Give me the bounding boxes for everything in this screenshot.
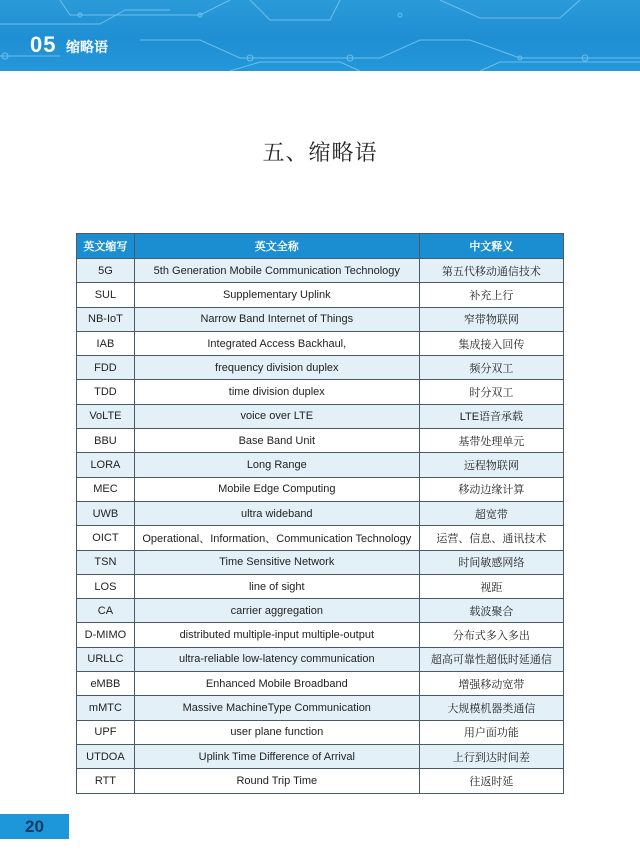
cell-abbreviation: BBU [77, 429, 135, 453]
cell-chinese: 大规模机器类通信 [419, 696, 563, 720]
table-body [77, 259, 564, 794]
cell-full-name: ultra wideband [134, 501, 419, 525]
cell-abbreviation: D-MIMO [77, 623, 135, 647]
cell-chinese: 窄带物联网 [419, 307, 563, 331]
cell-full-name: ultra-reliable low-latency communication [134, 647, 419, 671]
section-label: 缩略语 [66, 39, 108, 55]
cell-full-name: 5th Generation Mobile Communication Technology [134, 259, 419, 283]
table-row [77, 331, 564, 355]
table-row [77, 599, 564, 623]
table-header-row [77, 234, 564, 259]
cell-abbreviation: OICT [77, 526, 135, 550]
cell-abbreviation: URLLC [77, 647, 135, 671]
cell-abbreviation: IAB [77, 331, 135, 355]
cell-full-name: user plane function [134, 720, 419, 744]
cell-full-name: Mobile Edge Computing [134, 477, 419, 501]
table-row [77, 744, 564, 768]
cell-abbreviation: UPF [77, 720, 135, 744]
cell-chinese: 超高可靠性超低时延通信 [419, 647, 563, 671]
table-row [77, 501, 564, 525]
table-row [77, 356, 564, 380]
cell-abbreviation: CA [77, 599, 135, 623]
cell-abbreviation: TSN [77, 550, 135, 574]
cell-abbreviation: FDD [77, 356, 135, 380]
cell-abbreviation: 5G [77, 259, 135, 283]
cell-full-name: Supplementary Uplink [134, 283, 419, 307]
cell-chinese: 载波聚合 [419, 599, 563, 623]
table-row [77, 283, 564, 307]
cell-full-name: voice over LTE [134, 404, 419, 428]
cell-full-name: Operational、Information、Communication Technology [134, 526, 419, 550]
cell-abbreviation: UTDOA [77, 744, 135, 768]
table-row [77, 380, 564, 404]
column-header-chinese: 中文释义 [419, 234, 563, 259]
circuit-pattern-icon [0, 0, 640, 71]
cell-chinese: 运营、信息、通讯技术 [419, 526, 563, 550]
section-number: 05 [30, 32, 57, 57]
table-row [77, 259, 564, 283]
cell-chinese: 集成接入回传 [419, 331, 563, 355]
cell-abbreviation: TDD [77, 380, 135, 404]
cell-full-name: Uplink Time Difference of Arrival [134, 744, 419, 768]
table-row [77, 477, 564, 501]
table-row [77, 769, 564, 793]
cell-full-name: Massive MachineType Communication [134, 696, 419, 720]
table-row [77, 574, 564, 598]
table-row [77, 550, 564, 574]
cell-chinese: 频分双工 [419, 356, 563, 380]
cell-abbreviation: SUL [77, 283, 135, 307]
table-row [77, 429, 564, 453]
table-row [77, 623, 564, 647]
column-header-full-name: 英文全称 [134, 234, 419, 259]
cell-chinese: 移动边缘计算 [419, 477, 563, 501]
cell-full-name: Narrow Band Internet of Things [134, 307, 419, 331]
header-banner [0, 0, 640, 71]
cell-abbreviation: VoLTE [77, 404, 135, 428]
table-row [77, 647, 564, 671]
cell-full-name: Base Band Unit [134, 429, 419, 453]
page-title: 五、缩略语 [262, 140, 378, 165]
cell-chinese: 补充上行 [419, 283, 563, 307]
table-row [77, 720, 564, 744]
cell-chinese: 分布式多入多出 [419, 623, 563, 647]
cell-full-name: Round Trip Time [134, 769, 419, 793]
cell-chinese: 远程物联网 [419, 453, 563, 477]
cell-chinese: 超宽带 [419, 501, 563, 525]
cell-abbreviation: UWB [77, 501, 135, 525]
abbreviation-table [76, 233, 564, 794]
cell-abbreviation: LOS [77, 574, 135, 598]
table-row [77, 526, 564, 550]
cell-full-name: Enhanced Mobile Broadband [134, 672, 419, 696]
cell-abbreviation: eMBB [77, 672, 135, 696]
cell-abbreviation: LORA [77, 453, 135, 477]
table-row [77, 307, 564, 331]
cell-abbreviation: MEC [77, 477, 135, 501]
page-number: 20 [0, 814, 69, 839]
cell-abbreviation: RTT [77, 769, 135, 793]
cell-full-name: Integrated Access Backhaul, [134, 331, 419, 355]
column-header-abbreviation: 英文缩写 [77, 234, 135, 259]
cell-full-name: Time Sensitive Network [134, 550, 419, 574]
cell-chinese: 视距 [419, 574, 563, 598]
table-row [77, 672, 564, 696]
cell-abbreviation: NB-IoT [77, 307, 135, 331]
table-row [77, 696, 564, 720]
cell-chinese: 时间敏感网络 [419, 550, 563, 574]
cell-full-name: distributed multiple-input multiple-output [134, 623, 419, 647]
cell-chinese: 增强移动宽带 [419, 672, 563, 696]
cell-full-name: frequency division duplex [134, 356, 419, 380]
cell-chinese: 用户面功能 [419, 720, 563, 744]
table-row [77, 453, 564, 477]
cell-chinese: 上行到达时间差 [419, 744, 563, 768]
cell-chinese: 往返时延 [419, 769, 563, 793]
cell-chinese: 第五代移动通信技术 [419, 259, 563, 283]
cell-chinese: 基带处理单元 [419, 429, 563, 453]
cell-full-name: Long Range [134, 453, 419, 477]
cell-full-name: carrier aggregation [134, 599, 419, 623]
cell-chinese: LTE语音承载 [419, 404, 563, 428]
table-row [77, 404, 564, 428]
cell-abbreviation: mMTC [77, 696, 135, 720]
cell-full-name: line of sight [134, 574, 419, 598]
cell-chinese: 时分双工 [419, 380, 563, 404]
cell-full-name: time division duplex [134, 380, 419, 404]
